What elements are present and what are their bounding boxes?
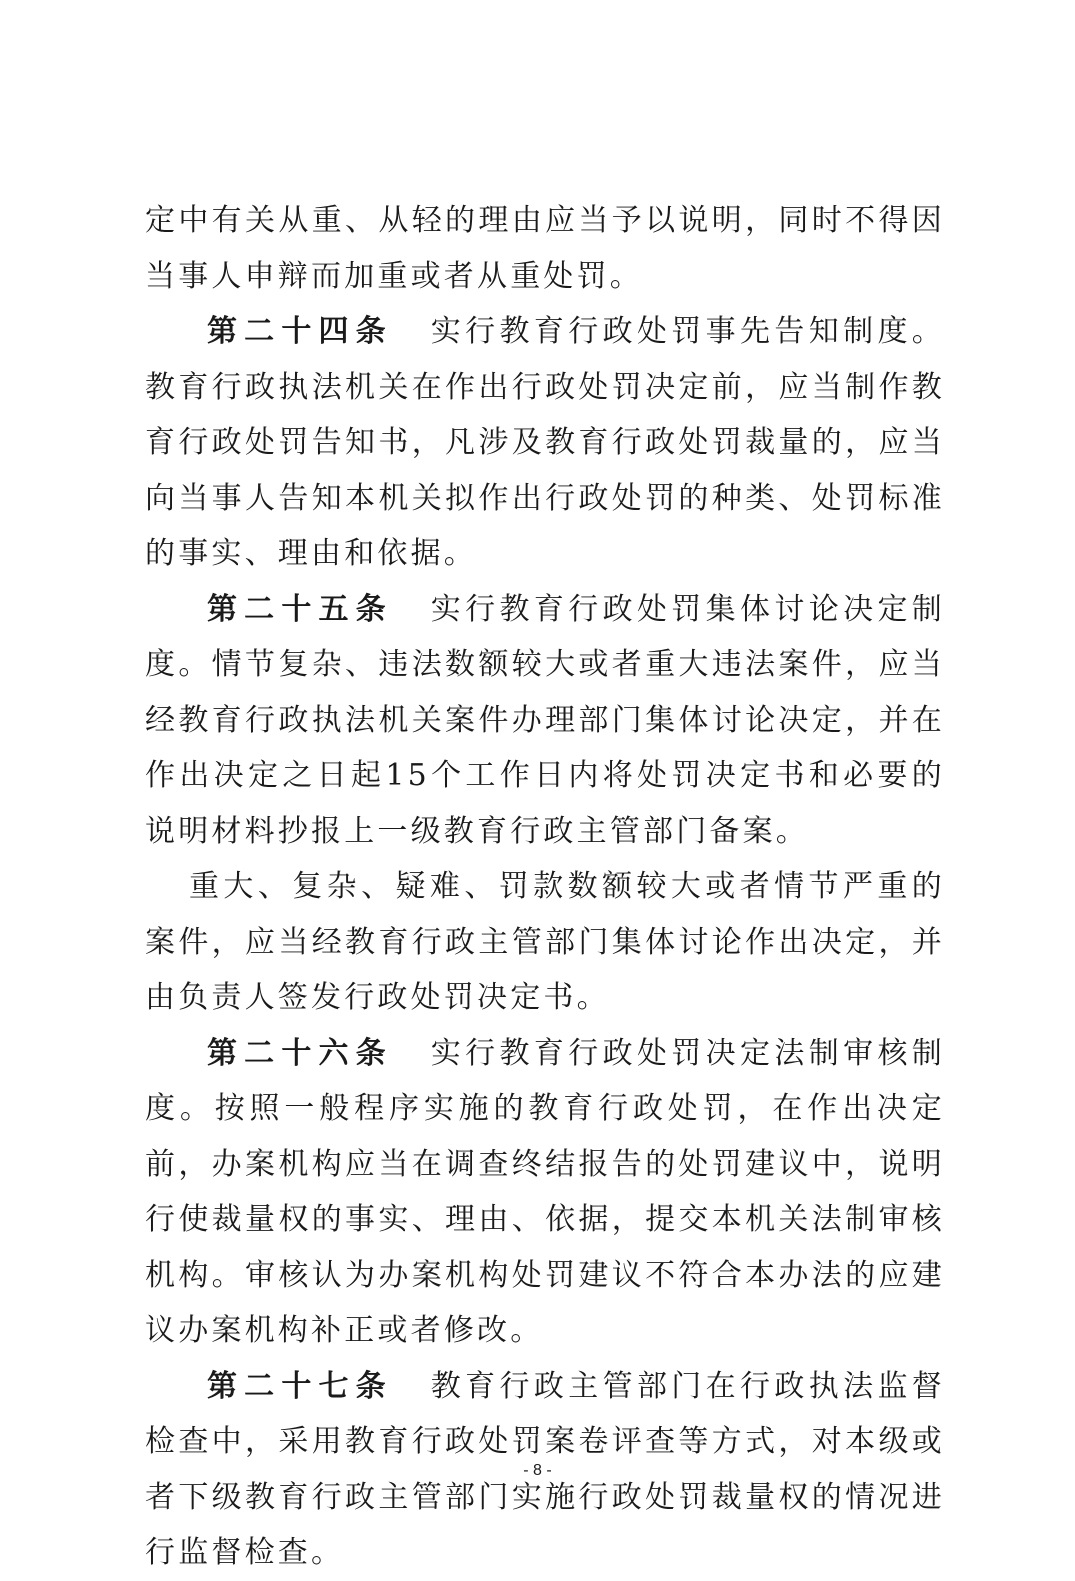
- paragraph-text: 重大、复杂、疑难、罚款数额较大或者情节严重的案件，应当经教育行政主管部门集体讨论作出决定，并由负责人签发行政处罚决定书。: [145, 869, 945, 1015]
- article-25: [145, 582, 945, 860]
- article-24: [145, 304, 945, 582]
- article-heading: 第二十四条: [207, 314, 393, 349]
- paragraph-text: 定中有关从重、从轻的理由应当予以说明，同时不得因当事人申辩而加重或者从重处罚。: [145, 203, 945, 294]
- article-text: 教育行政主管部门在行政执法监督检查中，采用教育行政处罚案卷评查等方式，对本级或者下级教育行政主管部门实施行政处罚裁量权的情况进行监督检查。: [145, 1368, 946, 1570]
- article-text: 实行教育行政处罚集体讨论决定制度。情节复杂、违法数额较大或者重大违法案件，应当经教育行政执法机关案件办理部门集体讨论决定，并在作出决定之日起15个工作日内将处罚决定书和必要的说明材料抄报上一级教育行政主管部门备案。: [145, 591, 946, 849]
- paragraph-continuation: [145, 193, 945, 304]
- article-heading: 第二十六条: [207, 1035, 393, 1071]
- document-body: [145, 193, 945, 1581]
- article-heading: 第二十七条: [207, 1368, 393, 1404]
- article-heading: 第二十五条: [207, 591, 393, 627]
- page-number: - 8 -: [523, 1462, 552, 1479]
- article-text: 实行教育行政处罚事先告知制度。教育行政执法机关在作出行政处罚决定前，应当制作教育行政处罚告知书，凡涉及教育行政处罚裁量的，应当向当事人告知本机关拟作出行政处罚的种类、处罚标准的事实、理由和依据。: [145, 314, 946, 571]
- article-text: 实行教育行政处罚决定法制审核制度。按照一般程序实施的教育行政处罚，在作出决定前，办案机构应当在调查终结报告的处罚建议中，说明行使裁量权的事实、理由、依据，提交本机关法制审核机构。审核认为办案机构处罚建议不符合本办法的应建议办案机构补正或者修改。: [145, 1035, 946, 1348]
- article-25-clause-2: [145, 859, 945, 1026]
- article-26: [145, 1026, 945, 1359]
